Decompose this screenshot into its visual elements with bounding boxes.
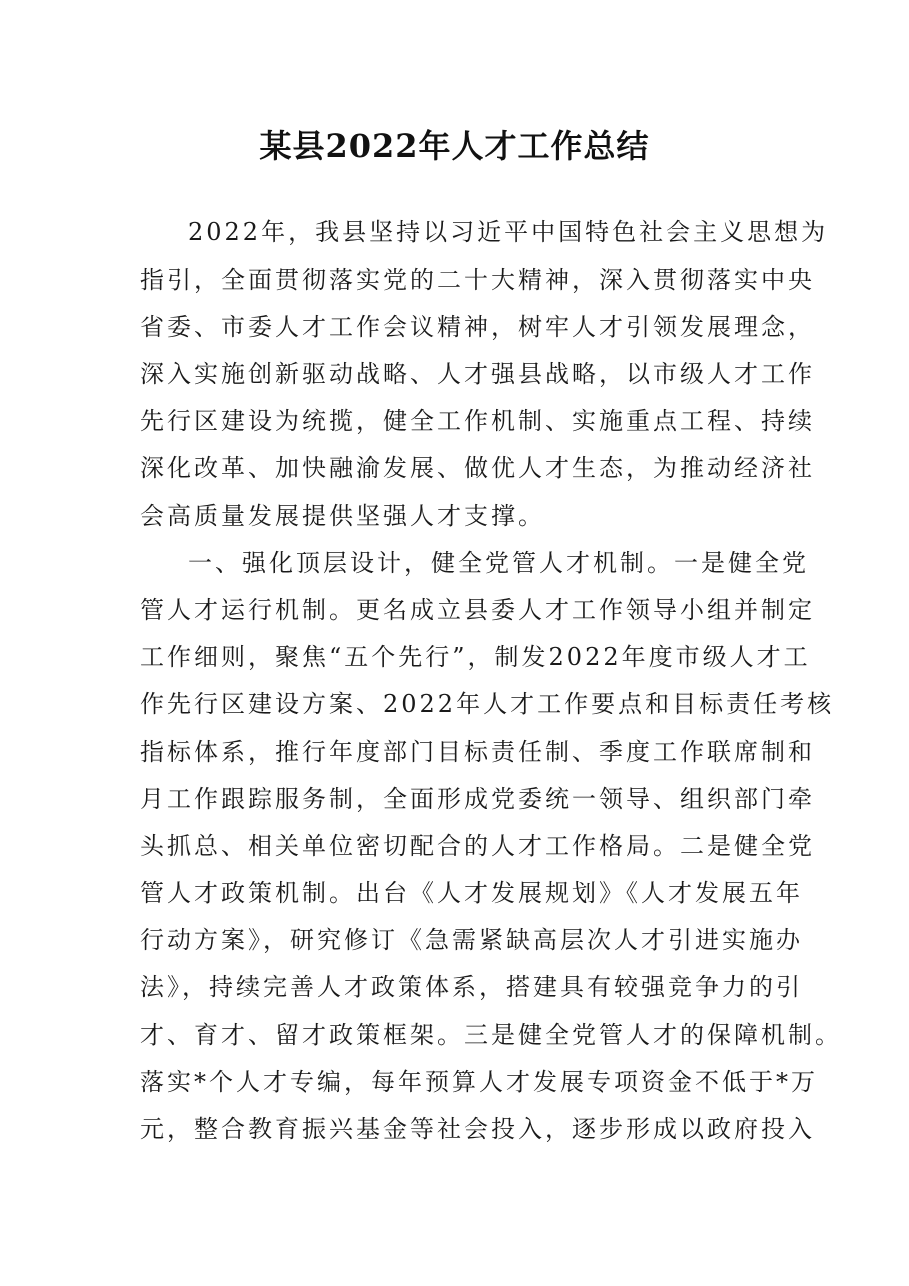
paragraph-line: 指标体系，推行年度部门目标责任制、季度工作联席制和 — [140, 738, 815, 766]
paragraph-line: 月工作跟踪服务制，全面形成党委统一领导、组织部门牵 — [140, 785, 815, 813]
paragraph-line: 行动方案》，研究修订《急需紧缺高层次人才引进实施办 — [140, 926, 803, 954]
paragraph-line: 管人才运行机制。更名成立县委人才工作领导小组并制定 — [140, 596, 815, 624]
paragraph-line: 省委、市委人才工作会议精神，树牢人才引领发展理念， — [140, 313, 815, 341]
paragraph-line: 管人才政策机制。出台《人才发展规划》《人才发展五年 — [140, 879, 803, 907]
paragraph-line: 先行区建设为统揽，健全工作机制、实施重点工程、持续 — [140, 407, 815, 435]
paragraph-line: 工作细则，聚焦“五个先行”，制发2022年度市级人才工 — [140, 643, 811, 671]
paragraph-line: 才、育才、留才政策框架。三是健全党管人才的保障机制。 — [140, 1021, 842, 1049]
paragraph-line: 2022年，我县坚持以习近平中国特色社会主义思想为 — [188, 218, 829, 246]
paragraph-line: 元，整合教育振兴基金等社会投入，逐步形成以政府投入 — [140, 1115, 815, 1143]
paragraph-line: 落实*个人才专编，每年预算人才发展专项资金不低于*万 — [140, 1068, 818, 1096]
document-title: 某县2022年人才工作总结 — [259, 127, 650, 165]
paragraph-line: 头抓总、相关单位密切配合的人才工作格局。二是健全党 — [140, 832, 815, 860]
paragraph-line: 一、强化顶层设计，健全党管人才机制。一是健全党 — [188, 549, 809, 577]
paragraph-line: 法》，持续完善人才政策体系，搭建具有较强竞争力的引 — [140, 973, 803, 1001]
paragraph-line: 指引，全面贯彻落实党的二十大精神，深入贯彻落实中央 — [140, 266, 815, 294]
paragraph-line: 深化改革、加快融渝发展、做优人才生态，为推动经济社 — [140, 454, 815, 482]
paragraph-line: 作先行区建设方案、2022年人才工作要点和目标责任考核 — [140, 690, 835, 718]
paragraph-line: 深入实施创新驱动战略、人才强县战略，以市级人才工作 — [140, 360, 815, 388]
paragraph-line: 会高质量发展提供坚强人才支撑。 — [140, 502, 545, 530]
